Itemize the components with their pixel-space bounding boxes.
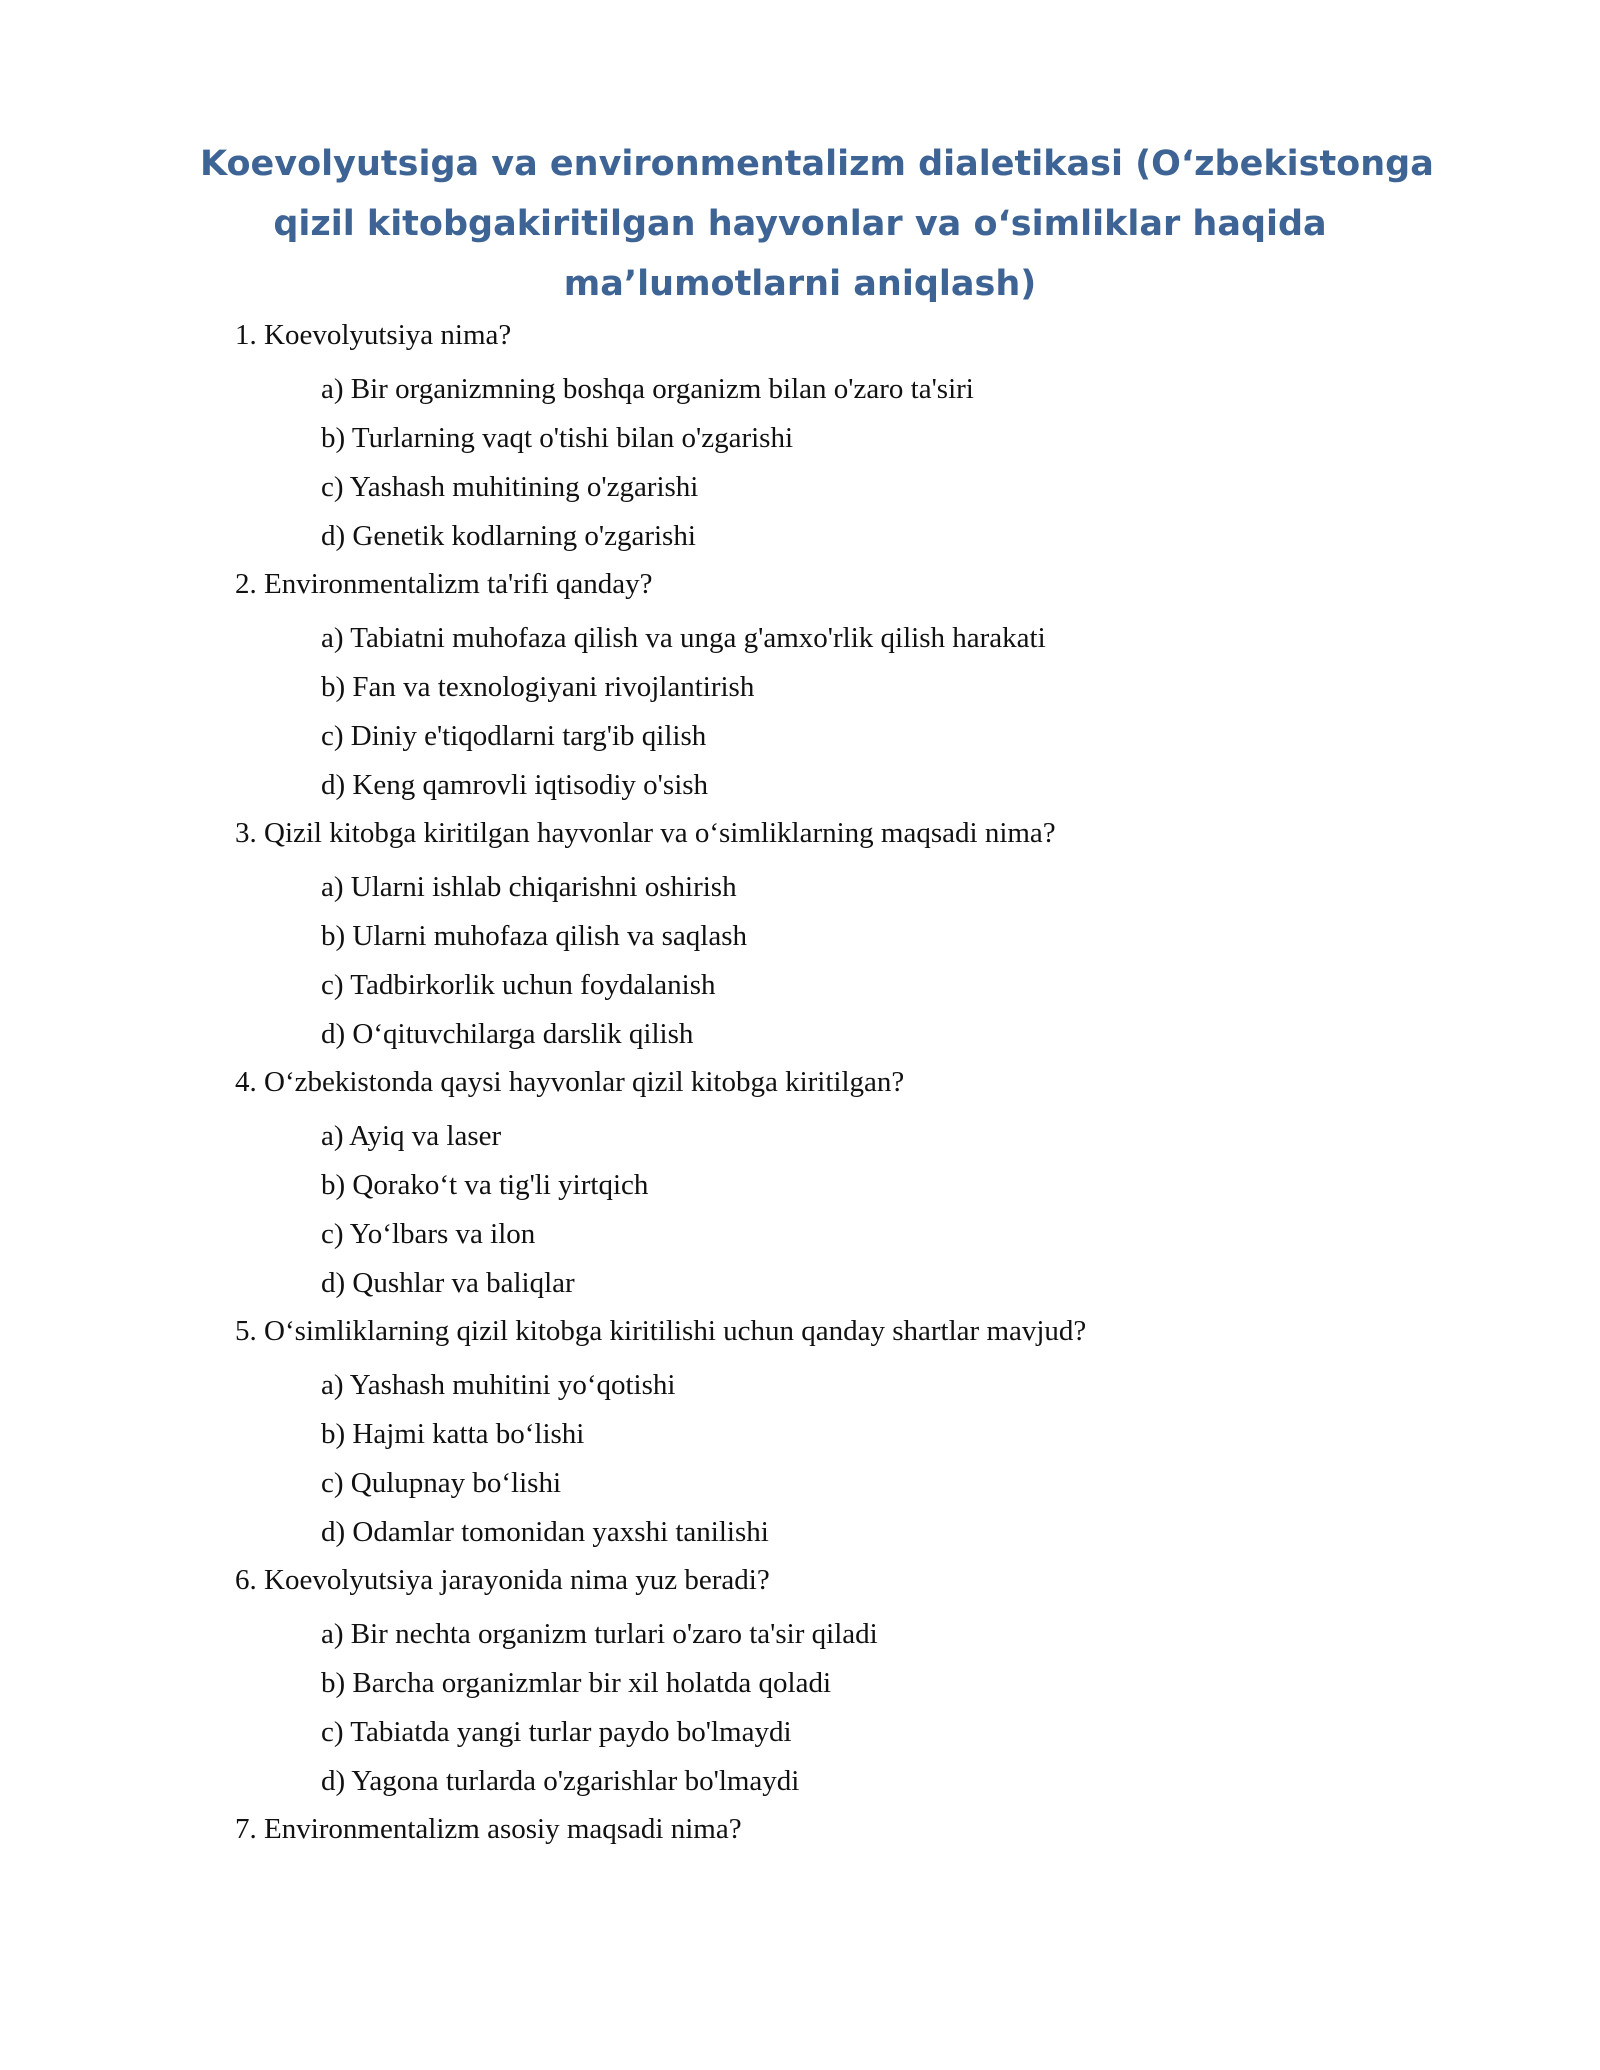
option-d: d) Keng qamrovli iqtisodiy o'sish <box>321 769 709 801</box>
question-5 <box>235 1308 1435 1557</box>
option-a: a) Bir organizmning boshqa organizm bilan o'zaro ta'siri <box>321 373 974 405</box>
document-title <box>200 134 1434 314</box>
question-text: 6. Koevolyutsiya jarayonida nima yuz beradi? <box>235 1564 770 1596</box>
question-text: 7. Environmentalizm asosiy maqsadi nima? <box>235 1813 742 1845</box>
option-b: b) Hajmi katta bo‘lishi <box>321 1418 585 1450</box>
answer-options <box>235 1603 1435 1806</box>
option-d: d) O‘qituvchilarga darslik qilish <box>321 1018 694 1050</box>
option-a: a) Yashash muhitini yo‘qotishi <box>321 1369 676 1401</box>
title-line-1: Koevolyutsiga va environmentalizm dialetikasi (O‘zbekistonga <box>200 144 1434 184</box>
option-b: b) Qorako‘t va tig'li yirtqich <box>321 1169 649 1201</box>
answer-options <box>235 1105 1435 1308</box>
option-b: b) Fan va texnologiyani rivojlantirish <box>321 671 755 703</box>
question-text: 2. Environmentalizm ta'rifi qanday? <box>235 568 653 600</box>
question-3 <box>235 810 1435 1059</box>
question-4 <box>235 1059 1435 1308</box>
question-2 <box>235 561 1435 810</box>
option-a: a) Ularni ishlab chiqarishni oshirish <box>321 871 737 903</box>
option-a: a) Tabiatni muhofaza qilish va unga g'amxo'rlik qilish harakati <box>321 622 1046 654</box>
question-text: 3. Qizil kitobga kiritilgan hayvonlar va o‘simliklarning maqsadi nima? <box>235 817 1056 849</box>
question-6 <box>235 1557 1435 1806</box>
option-c: c) Yashash muhitining o'zgarishi <box>321 471 699 503</box>
title-line-3: ma’lumotlarni aniqlash) <box>563 264 1037 304</box>
option-c: c) Diniy e'tiqodlarni targ'ib qilish <box>321 720 707 752</box>
answer-options <box>235 1354 1435 1557</box>
option-d: d) Qushlar va baliqlar <box>321 1267 575 1299</box>
option-a: a) Bir nechta organizm turlari o'zaro ta'sir qiladi <box>321 1618 878 1650</box>
question-text: 5. O‘simliklarning qizil kitobga kiritilishi uchun qanday shartlar mavjud? <box>235 1315 1087 1347</box>
option-c: c) Qulupnay bo‘lishi <box>321 1467 562 1499</box>
option-c: c) Tabiatda yangi turlar paydo bo'lmaydi <box>321 1716 792 1748</box>
option-d: d) Yagona turlarda o'zgarishlar bo'lmaydi <box>321 1765 800 1797</box>
option-b: b) Barcha organizmlar bir xil holatda qoladi <box>321 1667 832 1699</box>
option-d: d) Odamlar tomonidan yaxshi tanilishi <box>321 1516 769 1548</box>
question-7 <box>235 1806 1435 1852</box>
answer-options <box>235 607 1435 810</box>
title-line-2: qizil kitobgakiritilgan hayvonlar va o‘simliklar haqida <box>273 204 1327 244</box>
question-text: 4. O‘zbekistonda qaysi hayvonlar qizil kitobga kiritilgan? <box>235 1066 905 1098</box>
option-c: c) Yo‘lbars va ilon <box>321 1218 536 1250</box>
option-d: d) Genetik kodlarning o'zgarishi <box>321 520 696 552</box>
answer-options <box>235 856 1435 1059</box>
question-list <box>235 312 1435 1852</box>
question-1 <box>235 312 1435 561</box>
answer-options <box>235 358 1435 561</box>
option-b: b) Turlarning vaqt o'tishi bilan o'zgarishi <box>321 422 794 454</box>
option-b: b) Ularni muhofaza qilish va saqlash <box>321 920 748 952</box>
option-c: c) Tadbirkorlik uchun foydalanish <box>321 969 716 1001</box>
option-a: a) Ayiq va laser <box>321 1120 502 1152</box>
question-text: 1. Koevolyutsiya nima? <box>235 319 512 351</box>
